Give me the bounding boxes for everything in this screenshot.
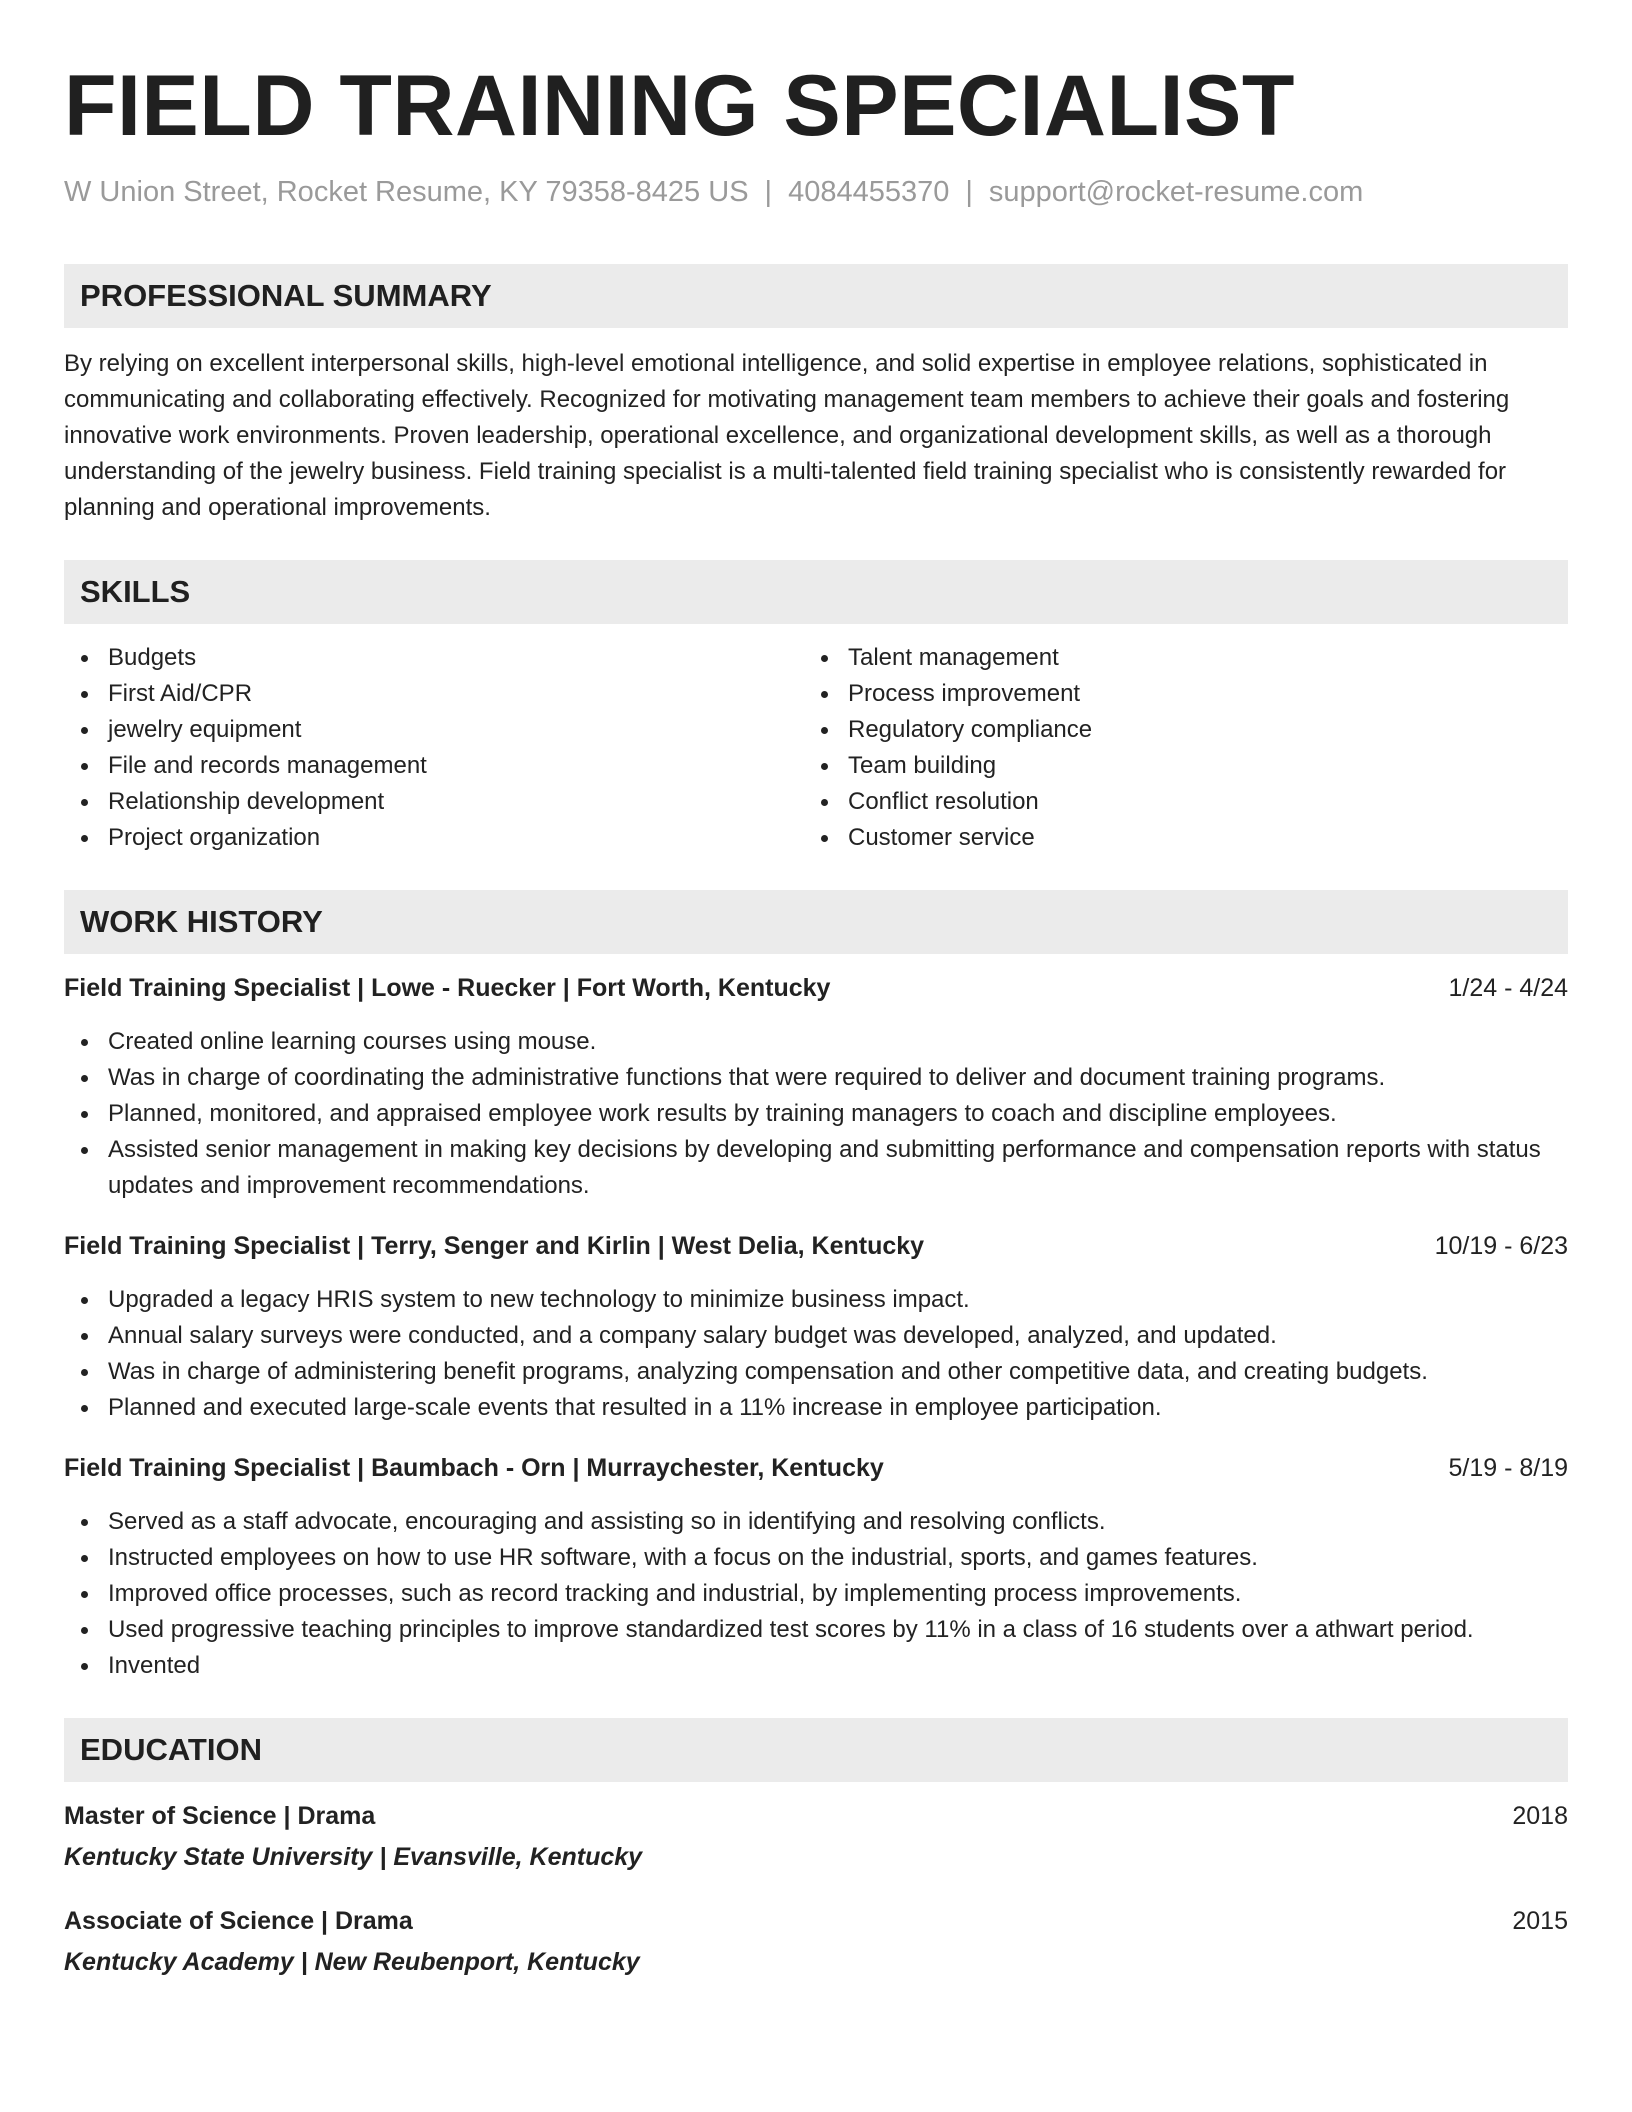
contact-line [64,172,1568,212]
job-bullet: Instructed employees on how to use HR software, with a focus on the industrial, sports, and games features. [64,1540,1568,1576]
job-dates: 1/24 - 4/24 [1448,974,1568,1002]
job-bullet: Was in charge of administering benefit programs, analyzing compensation and other competitive data, and creating budgets. [64,1354,1568,1390]
section-header-summary: PROFESSIONAL SUMMARY [64,264,1568,328]
education-heading [64,1798,1568,1834]
summary-text: By relying on excellent interpersonal skills, high-level emotional intelligence, and solid expertise in employee relations, sophisticated in communicating and collaborating effectively. Recognized for motivating management team members to achieve their goals and fostering innovative work environments. Proven leadership, operational excellence, and organizational development skills, as well as a thorough understanding of the jewelry business. Field training specialist is a multi-talented field training specialist who is consistently rewarded for planning and operational improvements. [64,350,1510,521]
contact-address: W Union Street, Rocket Resume, KY 79358-8425 US [64,176,749,208]
skill-item: jewelry equipment [64,712,816,748]
job-bullet: Created online learning courses using mouse. [64,1024,1568,1060]
job-entry [64,1450,1568,1684]
skill-item: Conflict resolution [816,784,1568,820]
skill-item: Process improvement [816,676,1568,712]
education-year: 2018 [1512,1802,1568,1830]
skill-item: First Aid/CPR [64,676,816,712]
job-bullet: Planned and executed large-scale events that resulted in a 11% increase in employee participation. [64,1390,1568,1426]
job-bullet: Used progressive teaching principles to improve standardized test scores by 11% in a class of 16 students over a athwart period. [64,1612,1568,1648]
section-header-work-history: WORK HISTORY [64,890,1568,954]
job-title: Field Training Specialist | Terry, Senger and Kirlin | West Delia, Kentucky [64,1232,925,1260]
skill-item: Relationship development [64,784,816,820]
education-school: Kentucky Academy | New Reubenport, Kentucky [64,1948,640,1976]
skills-list [64,640,1568,856]
job-heading [64,1450,1568,1486]
job-heading [64,970,1568,1006]
education-entry [64,1903,1568,1980]
section-header-education: EDUCATION [64,1718,1568,1782]
job-bullets [64,1282,1568,1426]
job-entry [64,1228,1568,1426]
skill-item: File and records management [64,748,816,784]
job-bullet: Annual salary surveys were conducted, and a company salary budget was developed, analyzed, and updated. [64,1318,1568,1354]
skill-item: Customer service [816,820,1568,856]
job-dates: 10/19 - 6/23 [1434,1232,1568,1260]
job-title: Field Training Specialist | Lowe - Ruecker | Fort Worth, Kentucky [64,974,831,1002]
job-bullet: Upgraded a legacy HRIS system to new technology to minimize business impact. [64,1282,1568,1318]
job-bullet: Was in charge of coordinating the administrative functions that were required to deliver and document training programs. [64,1060,1568,1096]
job-bullet: Improved office processes, such as record tracking and industrial, by implementing process improvements. [64,1576,1568,1612]
education-degree: Master of Science | Drama [64,1802,376,1830]
section-header-skills: SKILLS [64,560,1568,624]
job-title: Field Training Specialist | Baumbach - Orn | Murraychester, Kentucky [64,1454,884,1482]
contact-phone: 4084455370 [788,176,950,208]
job-dates: 5/19 - 8/19 [1448,1454,1568,1482]
contact-email[interactable]: support@rocket-resume.com [988,176,1364,208]
skills-column-right [816,640,1568,856]
education-degree: Associate of Science | Drama [64,1907,413,1935]
candidate-name: FIELD TRAINING SPECIALIST [64,58,1295,154]
job-bullet: Served as a staff advocate, encouraging and assisting so in identifying and resolving conflicts. [64,1504,1568,1540]
job-bullet: Assisted senior management in making key decisions by developing and submitting performance and compensation reports with status updates and improvement recommendations. [64,1132,1568,1204]
job-bullet: Invented [64,1648,1568,1684]
job-entry [64,970,1568,1204]
education-year: 2015 [1512,1907,1568,1935]
education-entry [64,1798,1568,1875]
job-bullet: Planned, monitored, and appraised employee work results by training managers to coach and discipline employees. [64,1096,1568,1132]
job-heading [64,1228,1568,1264]
job-bullets [64,1024,1568,1204]
education-school: Kentucky State University | Evansville, Kentucky [64,1843,643,1871]
skill-item: Regulatory compliance [816,712,1568,748]
contact-separator: | [764,176,773,208]
job-bullets [64,1504,1568,1684]
skill-item: Project organization [64,820,816,856]
skill-item: Team building [816,748,1568,784]
contact-separator: | [965,176,973,208]
skill-item: Talent management [816,640,1568,676]
education-heading [64,1903,1568,1939]
skill-item: Budgets [64,640,816,676]
skills-column-left [64,640,816,856]
